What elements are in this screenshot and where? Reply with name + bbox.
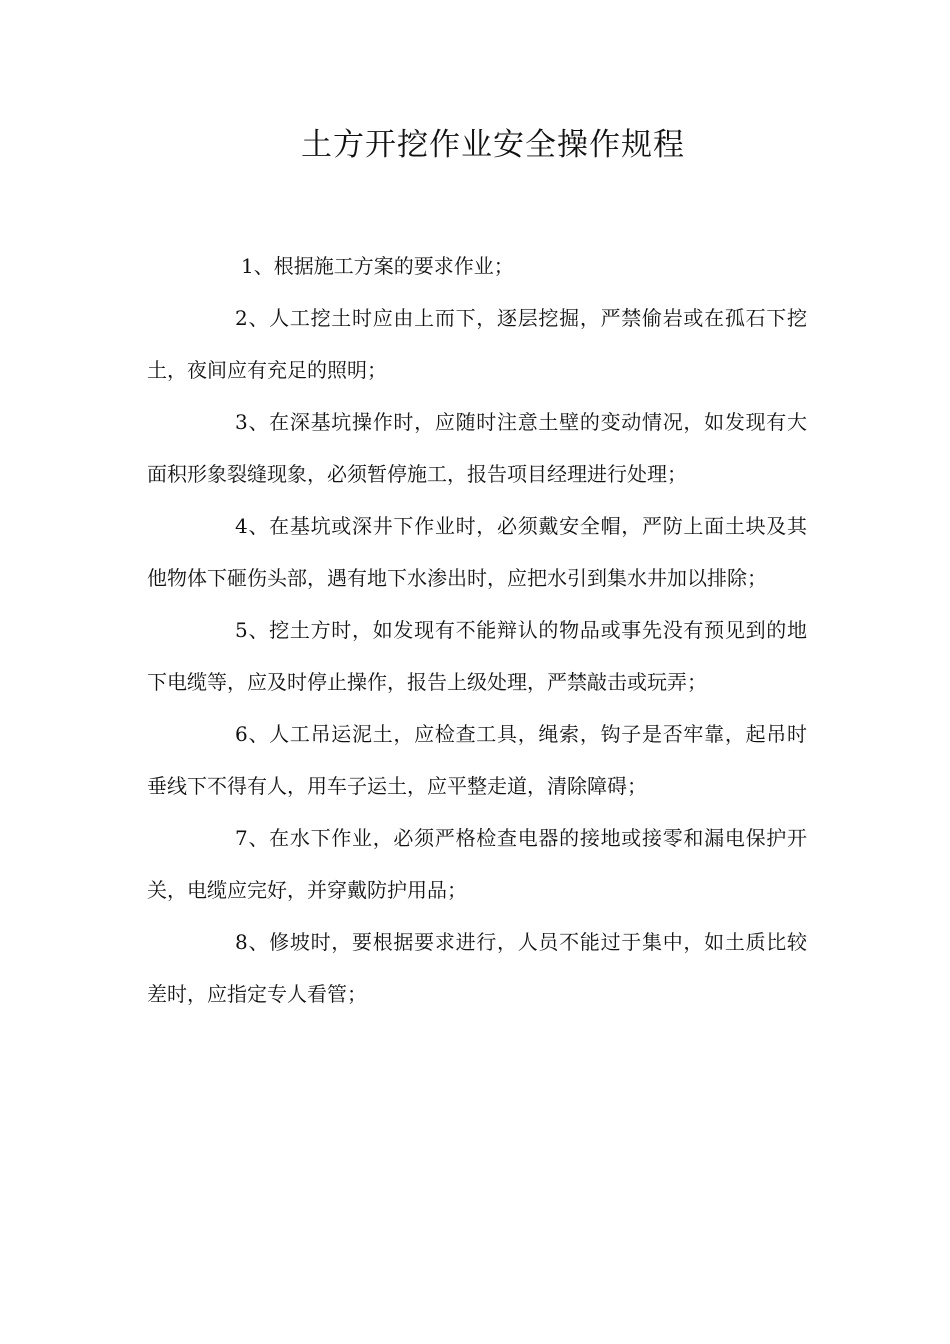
paragraph-rule-4: 4、在基坑或深井下作业时，必须戴安全帽，严防上面土块及其他物体下砸伤头部，遇有地下水渗出时，应把水引到集水井加以排除； (147, 514, 807, 590)
paragraph-rule-5: 5、挖土方时，如发现有不能辩认的物品或事先没有预见到的地下电缆等，应及时停止操作，报告上级处理，严禁敲击或玩弄； (147, 618, 807, 694)
page-title: 土方开挖作业安全操作规程 (301, 127, 685, 163)
paragraph-rule-2: 2、人工挖土时应由上而下，逐层挖掘，严禁偷岩或在孤石下挖土，夜间应有充足的照明； (147, 306, 807, 382)
paragraph-rule-6: 6、人工吊运泥土，应检查工具，绳索，钩子是否牢靠，起吊时垂线下不得有人，用车子运土，应平整走道，清除障碍； (147, 722, 807, 798)
paragraph-rule-7: 7、在水下作业，必须严格检查电器的接地或接零和漏电保护开关，电缆应完好，并穿戴防护用品； (147, 826, 807, 902)
document-body (147, 240, 807, 1020)
paragraph-rule-8: 8、修坡时，要根据要求进行，人员不能过于集中，如土质比较差时，应指定专人看管； (147, 930, 807, 1006)
paragraph-rule-3: 3、在深基坑操作时，应随时注意土壁的变动情况，如发现有大面积形象裂缝现象，必须暂停施工，报告项目经理进行处理； (147, 410, 807, 486)
paragraph-rule-1: 1、根据施工方案的要求作业； (241, 254, 514, 278)
